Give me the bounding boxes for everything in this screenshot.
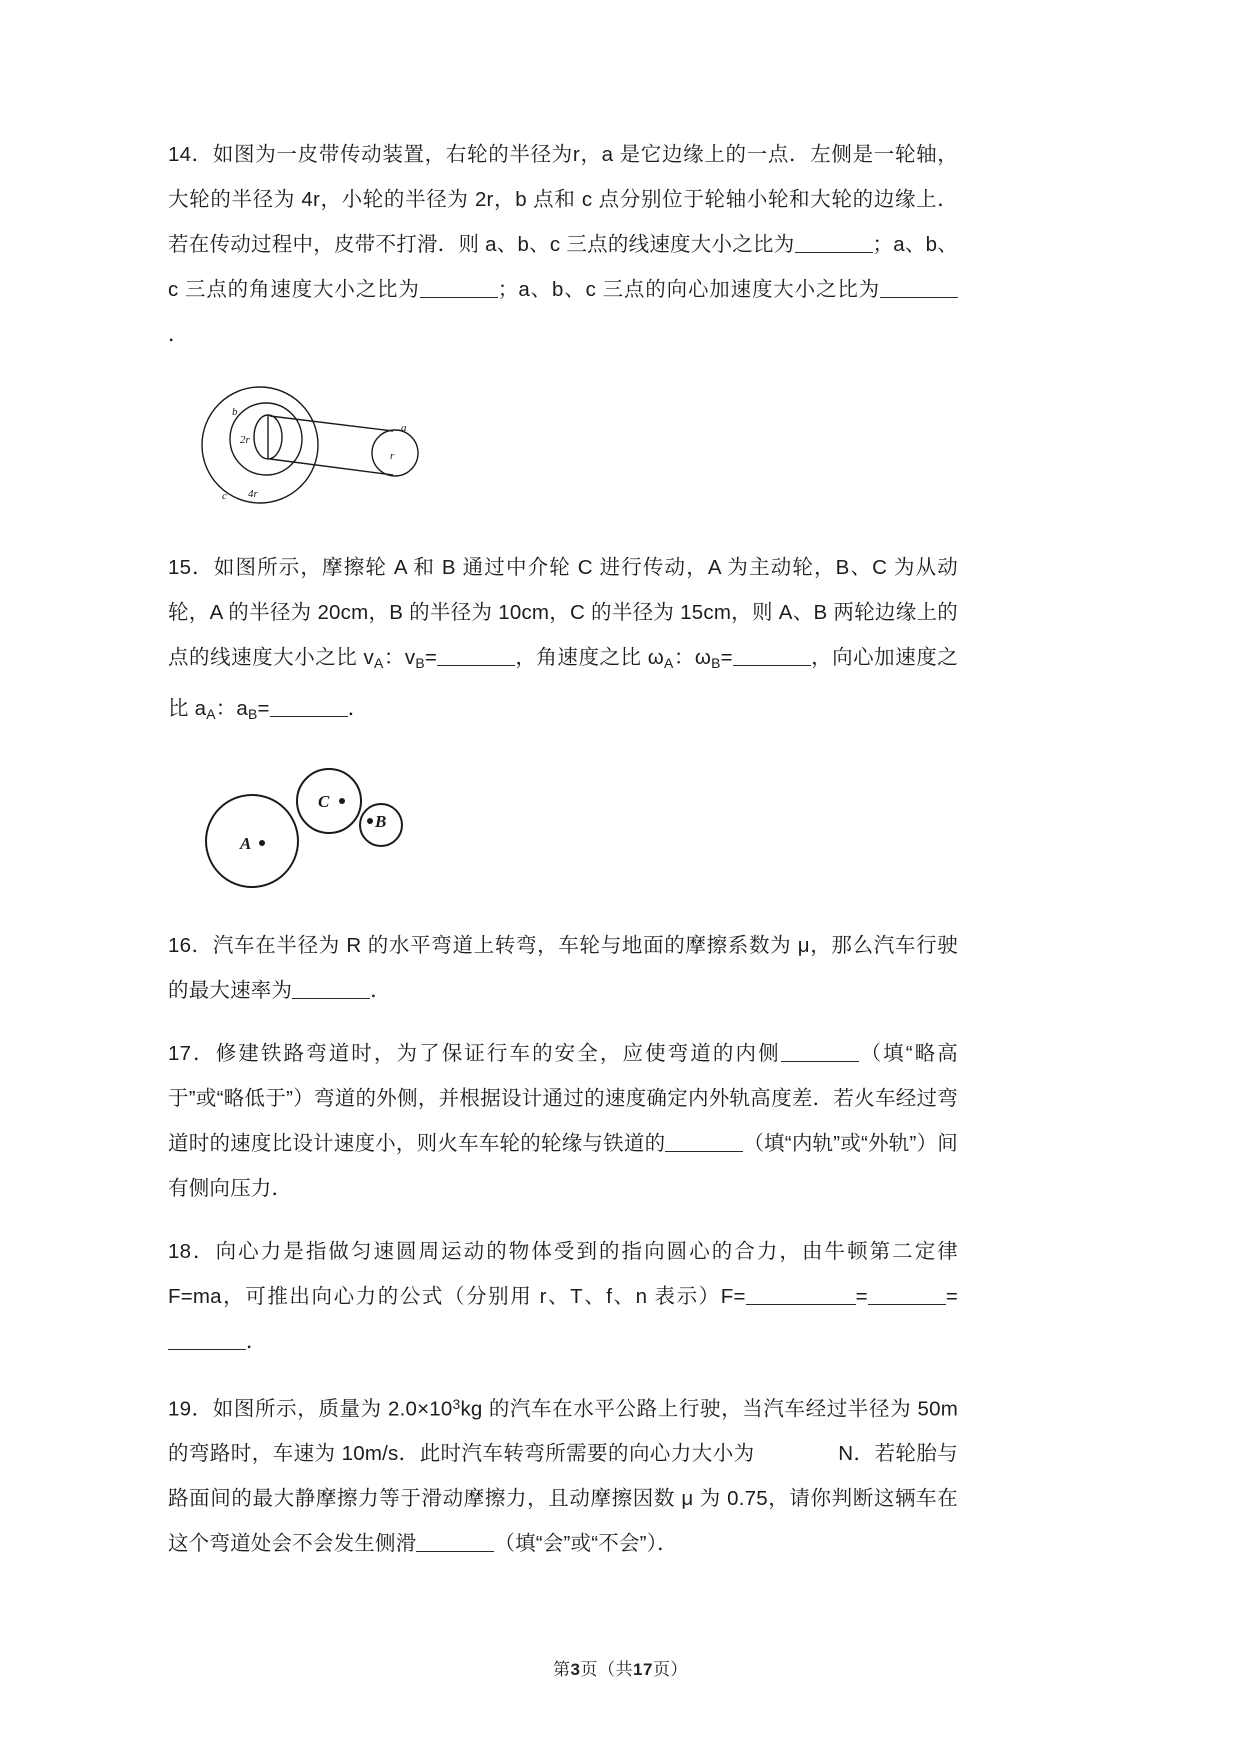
question-14-text-2: ；a、b、c 三点的角速度大小之比为: [168, 233, 958, 301]
page-footer: [0, 1655, 1241, 1680]
footer-suffix: 页）: [652, 1660, 688, 1679]
question-14-number: 14．: [168, 143, 213, 166]
question-15-text-10: ．: [347, 696, 369, 720]
question-18: [168, 1229, 958, 1364]
question-14-text-1: 如图为一皮带传动装置，右轮的半径为r，a 是它边缘上的一点．左侧是一轮轴，大轮的半径为 4r，小轮的半径为 2r，b 点和 c 点分别位于轮轴小轮和大轮的边缘上．若在传动过程中，皮带不打滑．则 a、b、c 三点的线速度大小之比为: [168, 143, 959, 256]
question-15-text-9: =: [257, 696, 270, 720]
figure-label-4r: 4r: [248, 488, 258, 500]
question-19-number: 19．: [168, 1397, 213, 1421]
question-18-text-1: 向心力是指做匀速圆周运动的物体受到的指向圆心的合力，由牛顿第二定律F=ma，可推出向心力的公式（分别用 r、T、f、n 表示）F=: [168, 1239, 958, 1308]
question-15-text-1: 如图所示，摩擦轮 A 和 B 通过中介轮 C 进行传动，A 为主动轮，B、C 为从动轮，A 的半径为 20cm，B 的半径为 10cm，C 的半径为 15cm，则 A、B 两轮边缘上的点的线速度大小之比 v: [168, 556, 958, 669]
question-17-text-3: （填“内轨”或“外轨”）间有侧向压力．: [168, 1131, 958, 1200]
question-15-text-6: =: [720, 646, 733, 669]
question-17-blank-1[interactable]: [781, 1041, 859, 1062]
question-17-number: 17．: [168, 1041, 216, 1065]
question-19: [168, 1382, 958, 1566]
question-19-text-1: 如图所示，质量为 2.0×10: [212, 1397, 453, 1421]
figure-label-C: C: [318, 791, 330, 811]
question-18-blank-3[interactable]: [168, 1329, 246, 1350]
figure-belt-drive: [168, 375, 958, 515]
question-15-text-7: ，向心加速度之比 a: [168, 646, 958, 720]
question-15-text-8: ：a: [215, 696, 249, 720]
question-18-blank-2[interactable]: [868, 1284, 946, 1305]
question-15-text-4: ，角速度之比 ω: [515, 646, 664, 669]
question-19-sup-1: 3: [452, 1395, 461, 1412]
question-16-number: 16．: [168, 933, 213, 957]
question-16-text-2: ．: [370, 978, 391, 1002]
question-14-text-3: ；a、b、c 三点的向心加速度大小之比为: [497, 278, 881, 301]
question-18-text-4: ．: [246, 1329, 267, 1353]
page-content: [168, 132, 958, 1584]
question-15-blank-3[interactable]: [270, 696, 348, 717]
question-15-sub-5: A: [206, 705, 216, 722]
figure-label-B: B: [375, 811, 387, 831]
question-15-blank-1[interactable]: [437, 645, 515, 666]
question-14-blank-3[interactable]: [880, 277, 958, 298]
figure-label-b: b: [232, 406, 238, 418]
question-14-blank-1[interactable]: [795, 232, 873, 253]
question-16-blank-1[interactable]: [292, 978, 370, 999]
footer-prefix: 第: [553, 1660, 571, 1679]
question-15-sub-6: B: [248, 705, 258, 722]
question-14-blank-2[interactable]: [420, 277, 498, 298]
question-17-text-1: 修建铁路弯道时，为了保证行车的安全，应使弯道的内侧: [215, 1041, 781, 1065]
figure-label-A: A: [240, 833, 252, 853]
figure-label-2r: 2r: [240, 434, 250, 446]
footer-total-pages: 17: [633, 1660, 653, 1679]
question-18-blank-1[interactable]: [746, 1284, 856, 1305]
figure-label-c: c: [222, 490, 227, 502]
question-15-blank-2[interactable]: [733, 645, 811, 666]
question-18-text-2: =: [855, 1284, 868, 1308]
question-19-text-2: kg 的汽车在水平公路上行驶，当汽车经过半径为 50m 的弯路时，车速为 10m/s．此时汽车转弯所需要的向心力大小为 N．若轮胎与路面间的最大静摩擦力等于滑动摩擦力，且动摩擦因数 μ 为 0.75，请你判断这辆车在这个弯道处会不会发生侧滑: [168, 1397, 959, 1556]
footer-page-number: 3: [570, 1660, 581, 1679]
question-15: [168, 545, 958, 737]
question-15-number: 15．: [168, 556, 214, 579]
figure-label-r: r: [390, 450, 395, 462]
figure-label-a: a: [401, 422, 407, 434]
question-19-text-3: （填“会”或“不会”）．: [494, 1532, 678, 1556]
question-14-text-4: ．: [168, 323, 189, 346]
question-17-blank-2[interactable]: [665, 1131, 743, 1152]
question-14: [168, 132, 958, 357]
question-16: [168, 923, 958, 1013]
question-15-sub-1: A: [374, 654, 384, 671]
question-15-text-5: ：ω: [673, 646, 712, 669]
question-18-text-3: =: [945, 1284, 958, 1308]
question-19-blank-1[interactable]: [416, 1531, 494, 1552]
question-17-text-2: （填“略高于”或“略低于”）弯道的外侧，并根据设计通过的速度确定内外轨高度差．若火车经过弯道时的速度比设计速度小，则火车车轮的轮缘与铁道的: [168, 1041, 959, 1155]
question-15-sub-2: B: [415, 654, 425, 671]
figure-friction-wheels: [168, 763, 958, 893]
question-15-text-2: ：v: [383, 646, 416, 669]
question-15-sub-4: B: [711, 654, 721, 671]
footer-middle: 页（共: [580, 1660, 634, 1679]
question-17: [168, 1031, 958, 1211]
question-18-number: 18．: [168, 1239, 216, 1263]
question-16-text-1: 汽车在半径为 R 的水平弯道上转弯，车轮与地面的摩擦系数为 μ，那么汽车行驶的最大速率为: [168, 933, 958, 1002]
question-15-text-3: =: [424, 646, 437, 669]
question-15-sub-3: A: [663, 654, 674, 671]
